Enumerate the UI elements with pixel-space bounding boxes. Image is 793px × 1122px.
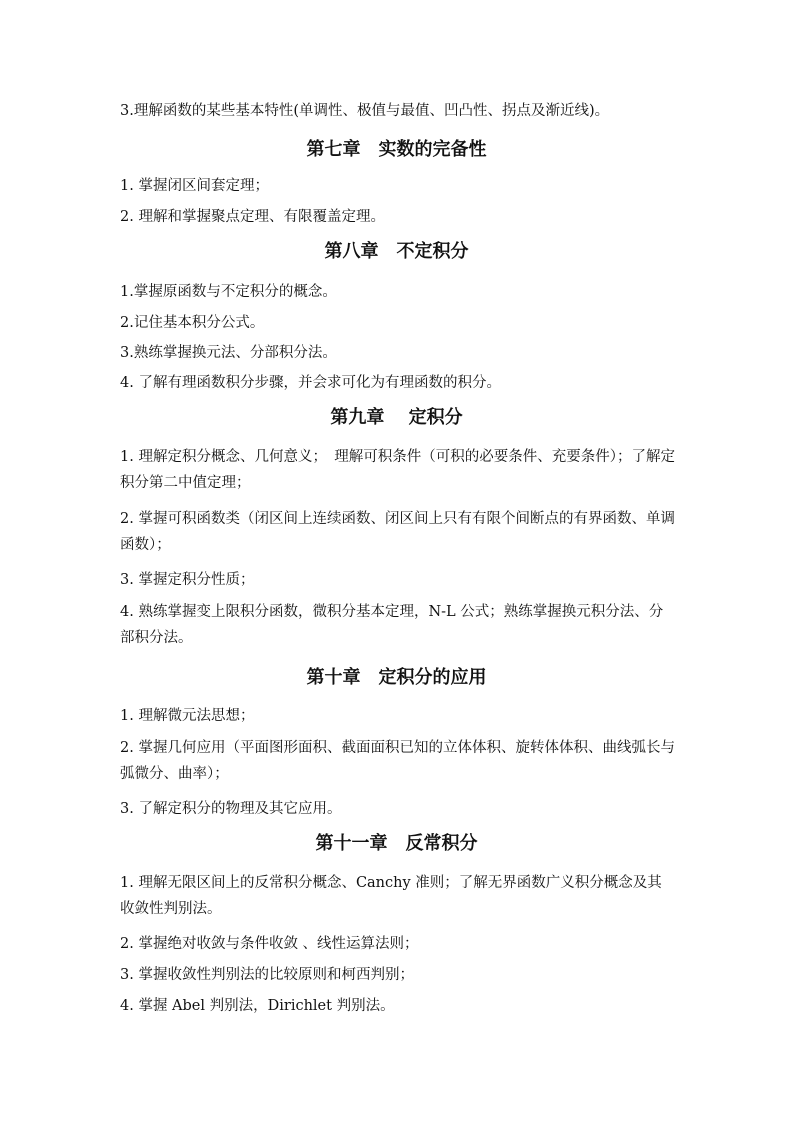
chapter-8-item-2: 2.记住基本积分公式。 (120, 315, 265, 331)
chapter-8-item-4: 4. 了解有理函数积分步骤，并会求可化为有理函数的积分。 (120, 375, 501, 391)
chapter-9-heading: 第九章 定积分 (330, 407, 463, 428)
chapter-10-heading: 第十章 定积分的应用 (306, 667, 487, 688)
chapter-11-heading: 第十一章 反常积分 (315, 833, 478, 854)
chapter-11-item-4: 4. 掌握 Abel 判别法，Dirichlet 判别法。 (120, 998, 395, 1014)
chapter-9-item-1: 1. 理解定积分概念、几何意义； 理解可积条件（可积的必要条件、充要条件）；了解定积分第二中值定理； (120, 449, 675, 491)
chapter-8-item-1: 1.掌握原函数与不定积分的概念。 (120, 284, 337, 300)
chapter-10-item-3: 3. 了解定积分的物理及其它应用。 (120, 801, 342, 817)
chapter-7-item-2: 2. 理解和掌握聚点定理、有限覆盖定理。 (120, 209, 385, 225)
chapter-8-item-3: 3.熟练掌握换元法、分部积分法。 (120, 345, 337, 361)
chapter-11-item-1: 1. 理解无限区间上的反常积分概念、Canchy 准则；了解无界函数广义积分概念及其收敛性判别法。 (120, 875, 662, 917)
chapter-9-item-2: 2. 掌握可积函数类（闭区间上连续函数、闭区间上只有有限个间断点的有界函数、单调函数）； (120, 511, 675, 553)
chapter-10-item-2: 2. 掌握几何应用（平面图形面积、截面面积已知的立体体积、旋转体体积、曲线弧长与弧微分、曲率）； (120, 740, 675, 782)
chapter-10-item-1: 1. 理解微元法思想； (120, 708, 255, 724)
chapter-7-item-1: 1. 掌握闭区间套定理； (120, 178, 269, 194)
chapter-11-item-3: 3. 掌握收敛性判别法的比较原则和柯西判别； (120, 967, 414, 983)
chapter-9-item-3: 3. 掌握定积分性质； (120, 572, 255, 588)
intro-paragraph: 3.理解函数的某些基本特性(单调性、极值与最值、凹凸性、拐点及渐近线)。 (120, 103, 610, 119)
chapter-7-heading: 第七章 实数的完备性 (306, 139, 487, 160)
chapter-8-heading: 第八章 不定积分 (324, 241, 469, 262)
chapter-11-item-2: 2. 掌握绝对收敛与条件收敛 、线性运算法则； (120, 936, 419, 952)
chapter-9-item-4: 4. 熟练掌握变上限积分函数，微积分基本定理，N-L 公式；熟练掌握换元积分法、分部积分法。 (120, 604, 664, 646)
